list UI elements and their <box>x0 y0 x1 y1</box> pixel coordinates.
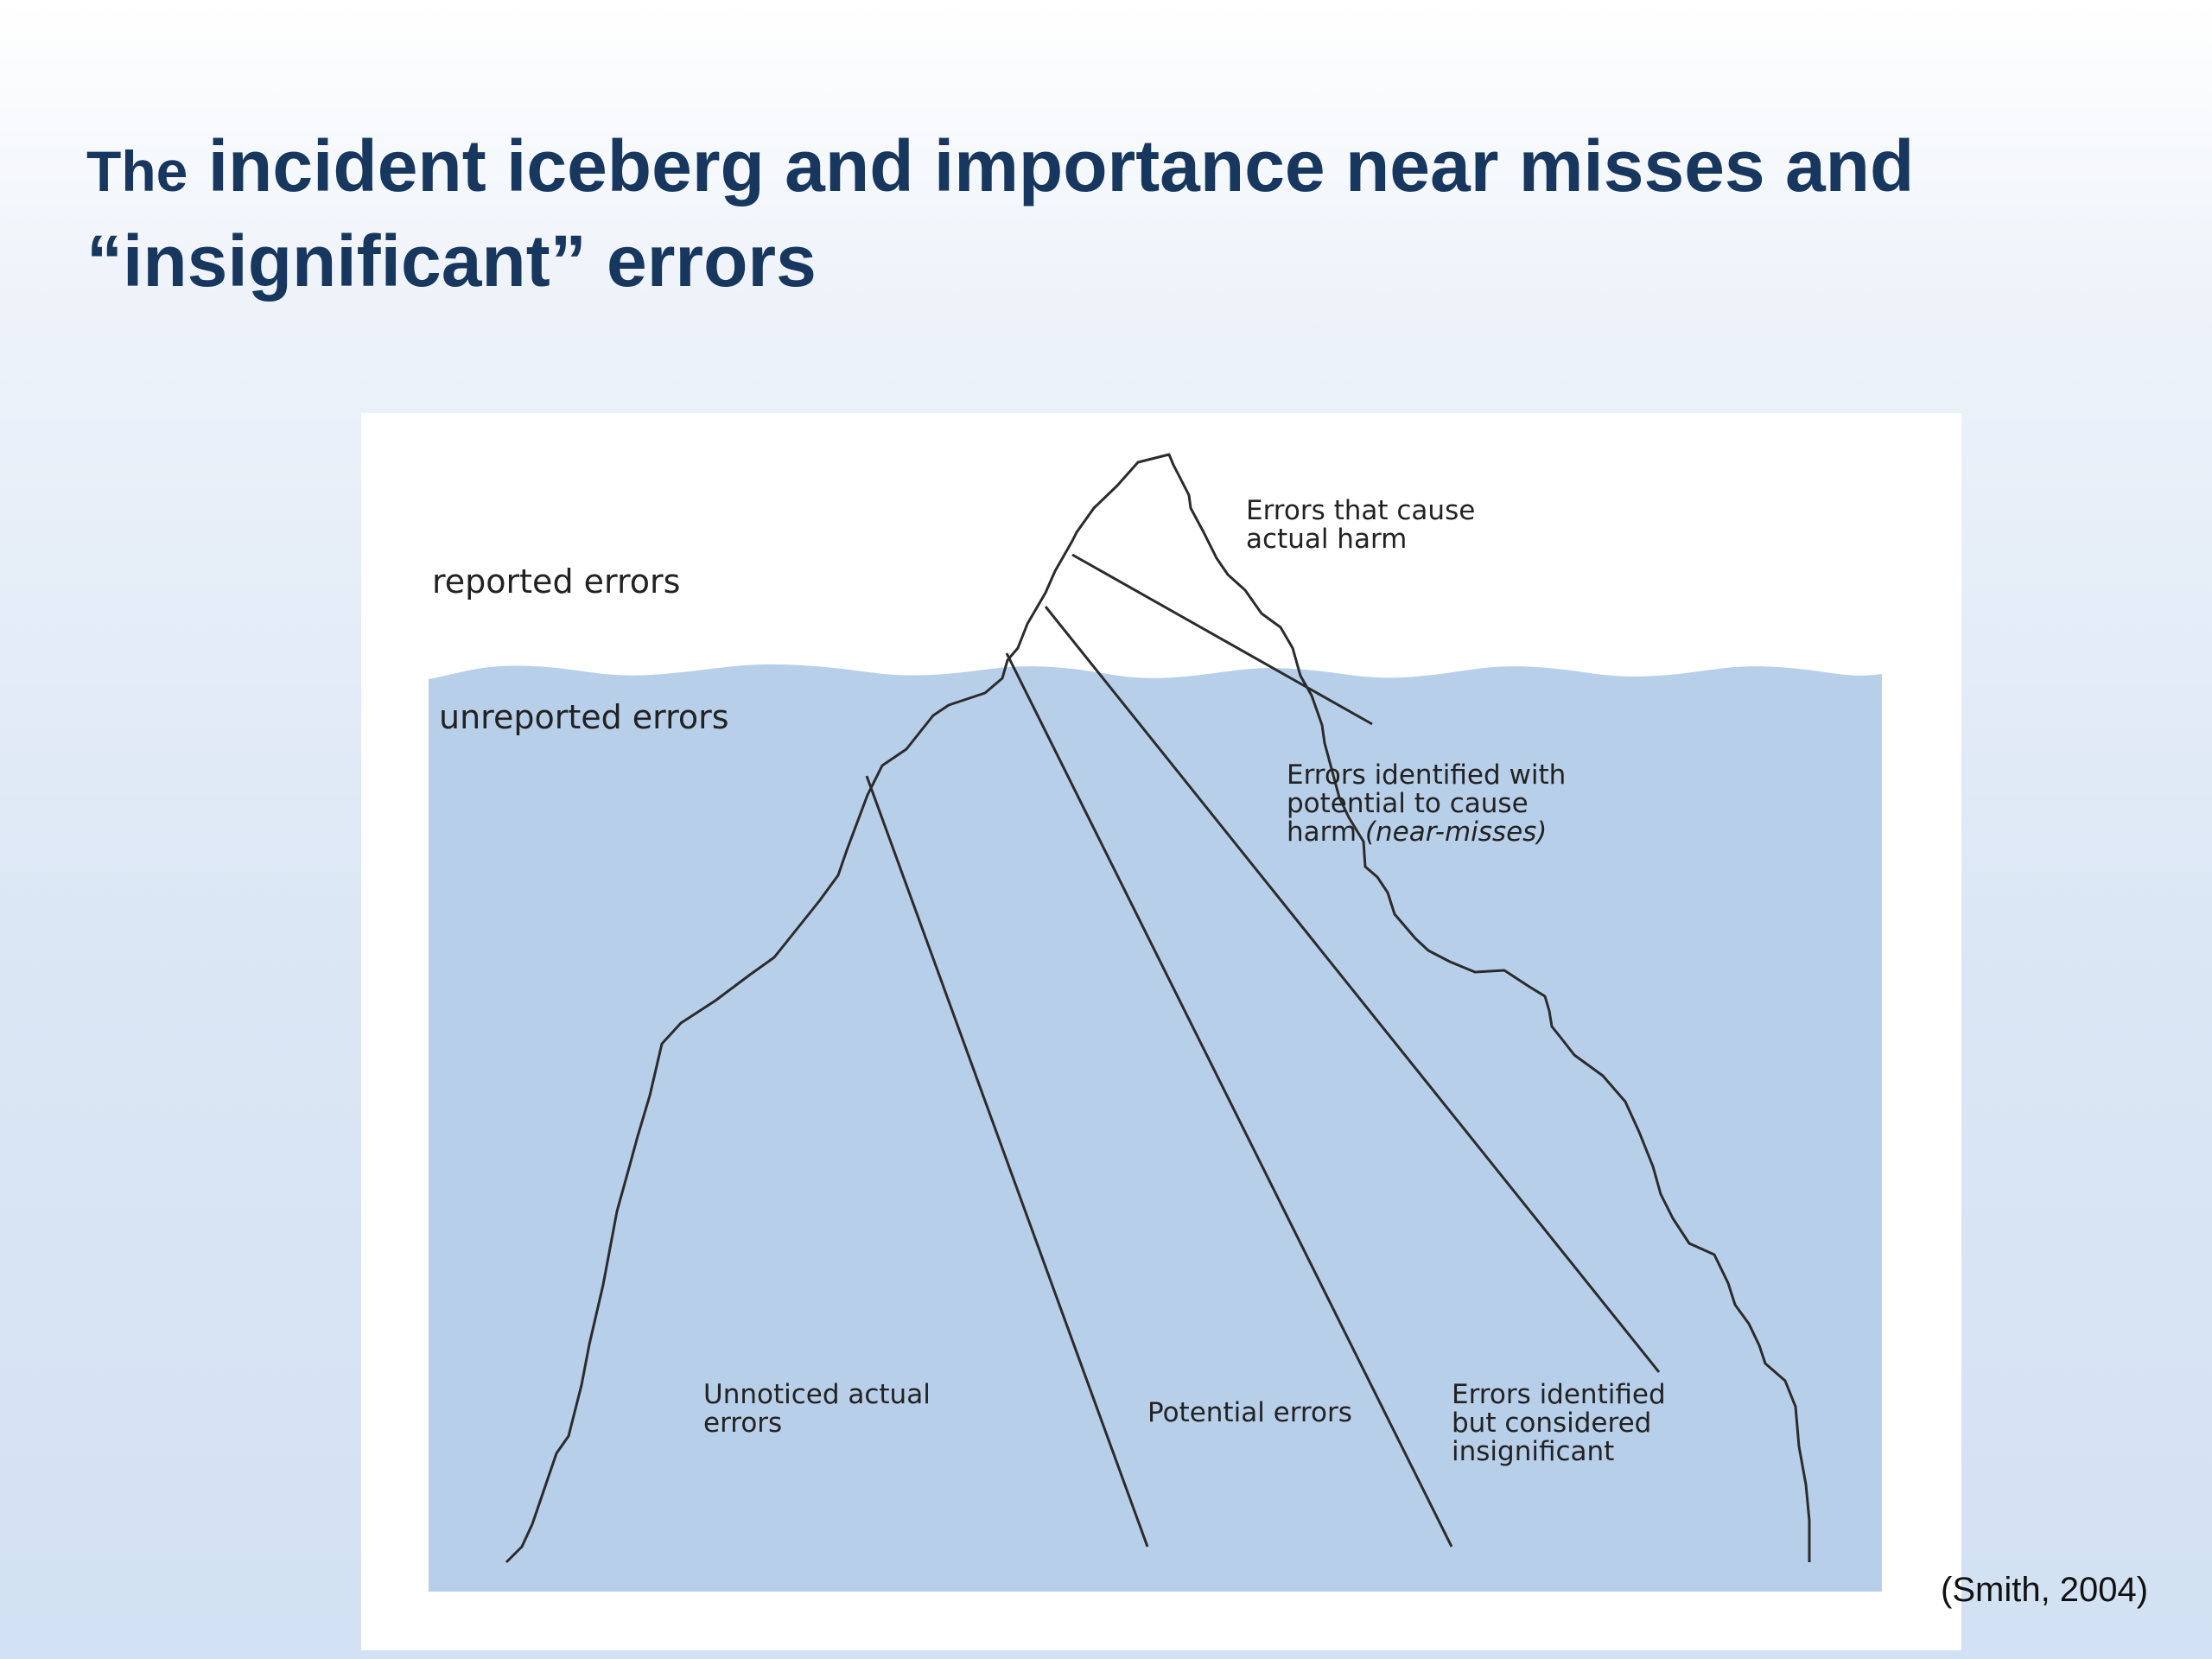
label-actual-harm: Errors that cause actual harm <box>1246 495 1476 555</box>
label-insignificant-errors: Errors identified but considered insignificant <box>1452 1379 1666 1467</box>
title-lead: The <box>86 139 188 203</box>
label-near-misses: Errors identified with potential to cause harm (near-misses) <box>1287 760 1567 848</box>
iceberg-diagram <box>361 413 1961 1650</box>
label-unnoticed-errors: Unnoticed actual errors <box>703 1379 931 1439</box>
title-main-line2: “insignificant” errors <box>86 220 817 302</box>
iceberg-figure <box>361 413 1961 1650</box>
water-region <box>429 664 1882 1592</box>
slide-title <box>86 121 2074 306</box>
label-unreported-errors: unreported errors <box>439 698 729 736</box>
label-reported-errors: reported errors <box>432 563 681 601</box>
title-main-line1: incident iceberg and importance near misses and <box>207 125 1915 207</box>
label-potential-errors: Potential errors <box>1147 1397 1352 1428</box>
citation: (Smith, 2004) <box>1941 1571 2149 1609</box>
